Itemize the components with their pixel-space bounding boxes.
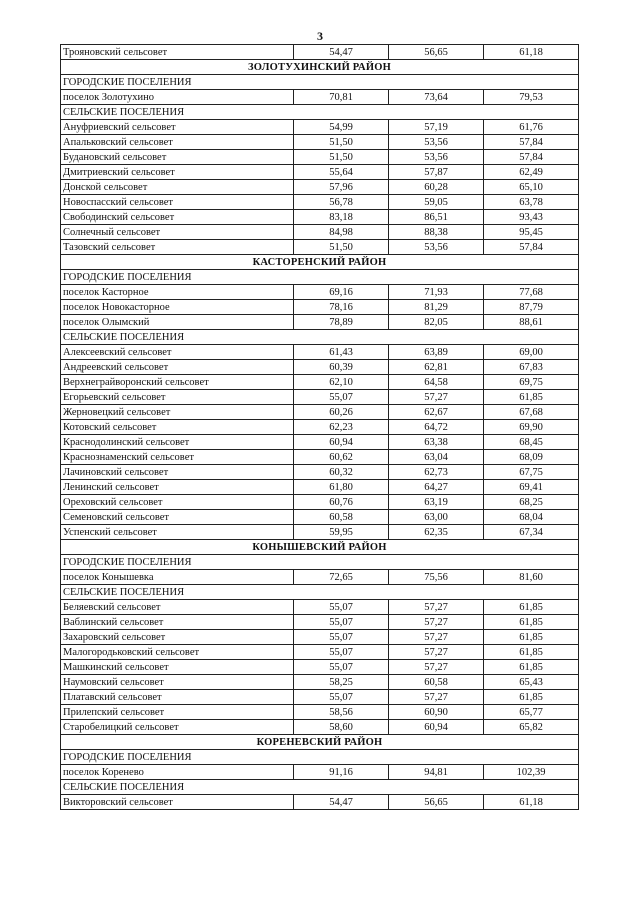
value-cell-3: 61,85 bbox=[484, 690, 579, 705]
settlement-name: Трояновский сельсовет bbox=[61, 45, 294, 60]
section-title: СЕЛЬСКИЕ ПОСЕЛЕНИЯ bbox=[61, 585, 579, 600]
value-cell-3: 61,85 bbox=[484, 645, 579, 660]
table-row bbox=[61, 675, 579, 690]
settlement-name: Беляевский сельсовет bbox=[61, 600, 294, 615]
value-cell-1: 78,16 bbox=[294, 300, 389, 315]
settlement-name: Лачиновский сельсовет bbox=[61, 465, 294, 480]
value-cell-1: 58,25 bbox=[294, 675, 389, 690]
value-cell-1: 60,94 bbox=[294, 435, 389, 450]
value-cell-2: 64,58 bbox=[389, 375, 484, 390]
value-cell-2: 64,27 bbox=[389, 480, 484, 495]
value-cell-3: 81,60 bbox=[484, 570, 579, 585]
value-cell-2: 57,27 bbox=[389, 615, 484, 630]
value-cell-2: 62,73 bbox=[389, 465, 484, 480]
value-cell-3: 57,84 bbox=[484, 150, 579, 165]
table-row bbox=[61, 795, 579, 810]
section-title: СЕЛЬСКИЕ ПОСЕЛЕНИЯ bbox=[61, 780, 579, 795]
value-cell-1: 55,07 bbox=[294, 645, 389, 660]
value-cell-2: 57,19 bbox=[389, 120, 484, 135]
table-row bbox=[61, 495, 579, 510]
section-header-row bbox=[61, 330, 579, 345]
value-cell-3: 61,85 bbox=[484, 600, 579, 615]
table-row bbox=[61, 630, 579, 645]
settlement-name: Верхнеграйворонский сельсовет bbox=[61, 375, 294, 390]
value-cell-1: 51,50 bbox=[294, 135, 389, 150]
settlement-name: поселок Касторное bbox=[61, 285, 294, 300]
value-cell-1: 60,58 bbox=[294, 510, 389, 525]
table-row bbox=[61, 165, 579, 180]
value-cell-1: 78,89 bbox=[294, 315, 389, 330]
district-header-row bbox=[61, 735, 579, 750]
table-row bbox=[61, 615, 579, 630]
value-cell-1: 61,43 bbox=[294, 345, 389, 360]
settlement-name: Прилепский сельсовет bbox=[61, 705, 294, 720]
value-cell-3: 57,84 bbox=[484, 135, 579, 150]
value-cell-1: 84,98 bbox=[294, 225, 389, 240]
value-cell-1: 54,47 bbox=[294, 45, 389, 60]
value-cell-1: 55,64 bbox=[294, 165, 389, 180]
district-header-row bbox=[61, 60, 579, 75]
value-cell-1: 58,56 bbox=[294, 705, 389, 720]
value-cell-3: 63,78 bbox=[484, 195, 579, 210]
value-cell-3: 67,75 bbox=[484, 465, 579, 480]
tariff-table bbox=[60, 44, 579, 810]
settlement-name: Ваблинский сельсовет bbox=[61, 615, 294, 630]
tariff-table-body bbox=[61, 45, 579, 810]
value-cell-2: 62,67 bbox=[389, 405, 484, 420]
value-cell-2: 64,72 bbox=[389, 420, 484, 435]
value-cell-3: 62,49 bbox=[484, 165, 579, 180]
value-cell-1: 62,10 bbox=[294, 375, 389, 390]
value-cell-2: 57,27 bbox=[389, 645, 484, 660]
table-row bbox=[61, 210, 579, 225]
value-cell-2: 62,35 bbox=[389, 525, 484, 540]
settlement-name: Наумовский сельсовет bbox=[61, 675, 294, 690]
table-row bbox=[61, 600, 579, 615]
table-row bbox=[61, 375, 579, 390]
value-cell-3: 65,82 bbox=[484, 720, 579, 735]
value-cell-1: 62,23 bbox=[294, 420, 389, 435]
value-cell-2: 59,05 bbox=[389, 195, 484, 210]
section-title: ГОРОДСКИЕ ПОСЕЛЕНИЯ bbox=[61, 750, 579, 765]
district-title: КОНЫШЕВСКИЙ РАЙОН bbox=[61, 540, 579, 555]
settlement-name: Жерновецкий сельсовет bbox=[61, 405, 294, 420]
settlement-name: Краснодолинский сельсовет bbox=[61, 435, 294, 450]
settlement-name: Новоспасский сельсовет bbox=[61, 195, 294, 210]
value-cell-3: 61,18 bbox=[484, 45, 579, 60]
settlement-name: Семеновский сельсовет bbox=[61, 510, 294, 525]
settlement-name: Котовский сельсовет bbox=[61, 420, 294, 435]
value-cell-2: 63,04 bbox=[389, 450, 484, 465]
settlement-name: Алексеевский сельсовет bbox=[61, 345, 294, 360]
value-cell-3: 65,43 bbox=[484, 675, 579, 690]
table-row bbox=[61, 390, 579, 405]
value-cell-2: 81,29 bbox=[389, 300, 484, 315]
value-cell-1: 55,07 bbox=[294, 615, 389, 630]
value-cell-3: 69,90 bbox=[484, 420, 579, 435]
value-cell-1: 60,62 bbox=[294, 450, 389, 465]
value-cell-2: 60,58 bbox=[389, 675, 484, 690]
table-row bbox=[61, 195, 579, 210]
value-cell-1: 54,99 bbox=[294, 120, 389, 135]
value-cell-2: 73,64 bbox=[389, 90, 484, 105]
settlement-name: Солнечный сельсовет bbox=[61, 225, 294, 240]
district-title: КАСТОРЕНСКИЙ РАЙОН bbox=[61, 255, 579, 270]
table-row bbox=[61, 525, 579, 540]
value-cell-3: 88,61 bbox=[484, 315, 579, 330]
value-cell-3: 67,68 bbox=[484, 405, 579, 420]
table-row bbox=[61, 345, 579, 360]
table-row bbox=[61, 150, 579, 165]
value-cell-1: 56,78 bbox=[294, 195, 389, 210]
value-cell-1: 70,81 bbox=[294, 90, 389, 105]
settlement-name: Малогородьковский сельсовет bbox=[61, 645, 294, 660]
section-title: СЕЛЬСКИЕ ПОСЕЛЕНИЯ bbox=[61, 330, 579, 345]
value-cell-3: 67,83 bbox=[484, 360, 579, 375]
value-cell-3: 68,04 bbox=[484, 510, 579, 525]
value-cell-3: 61,76 bbox=[484, 120, 579, 135]
settlement-name: поселок Новокасторное bbox=[61, 300, 294, 315]
value-cell-2: 56,65 bbox=[389, 795, 484, 810]
value-cell-3: 102,39 bbox=[484, 765, 579, 780]
section-title: ГОРОДСКИЕ ПОСЕЛЕНИЯ bbox=[61, 270, 579, 285]
table-row bbox=[61, 225, 579, 240]
value-cell-3: 61,18 bbox=[484, 795, 579, 810]
settlement-name: поселок Олымский bbox=[61, 315, 294, 330]
value-cell-3: 79,53 bbox=[484, 90, 579, 105]
table-row bbox=[61, 765, 579, 780]
value-cell-3: 61,85 bbox=[484, 630, 579, 645]
value-cell-2: 60,90 bbox=[389, 705, 484, 720]
value-cell-2: 62,81 bbox=[389, 360, 484, 375]
value-cell-3: 68,09 bbox=[484, 450, 579, 465]
value-cell-1: 59,95 bbox=[294, 525, 389, 540]
value-cell-2: 53,56 bbox=[389, 150, 484, 165]
value-cell-3: 61,85 bbox=[484, 390, 579, 405]
value-cell-3: 77,68 bbox=[484, 285, 579, 300]
settlement-name: Андреевский сельсовет bbox=[61, 360, 294, 375]
value-cell-3: 69,41 bbox=[484, 480, 579, 495]
value-cell-2: 57,27 bbox=[389, 600, 484, 615]
section-header-row bbox=[61, 105, 579, 120]
table-row bbox=[61, 450, 579, 465]
value-cell-2: 82,05 bbox=[389, 315, 484, 330]
settlement-name: Тазовский сельсовет bbox=[61, 240, 294, 255]
table-row bbox=[61, 570, 579, 585]
value-cell-1: 61,80 bbox=[294, 480, 389, 495]
value-cell-3: 95,45 bbox=[484, 225, 579, 240]
value-cell-2: 86,51 bbox=[389, 210, 484, 225]
table-row bbox=[61, 420, 579, 435]
table-row bbox=[61, 45, 579, 60]
value-cell-3: 69,75 bbox=[484, 375, 579, 390]
value-cell-1: 83,18 bbox=[294, 210, 389, 225]
table-row bbox=[61, 135, 579, 150]
value-cell-2: 60,28 bbox=[389, 180, 484, 195]
table-row bbox=[61, 660, 579, 675]
table-row bbox=[61, 690, 579, 705]
value-cell-1: 55,07 bbox=[294, 390, 389, 405]
table-row bbox=[61, 315, 579, 330]
value-cell-1: 60,26 bbox=[294, 405, 389, 420]
settlement-name: Старобелицкий сельсовет bbox=[61, 720, 294, 735]
settlement-name: Будановский сельсовет bbox=[61, 150, 294, 165]
value-cell-2: 60,94 bbox=[389, 720, 484, 735]
value-cell-2: 88,38 bbox=[389, 225, 484, 240]
value-cell-2: 63,89 bbox=[389, 345, 484, 360]
value-cell-2: 63,19 bbox=[389, 495, 484, 510]
value-cell-3: 67,34 bbox=[484, 525, 579, 540]
settlement-name: Ленинский сельсовет bbox=[61, 480, 294, 495]
value-cell-3: 57,84 bbox=[484, 240, 579, 255]
section-header-row bbox=[61, 750, 579, 765]
settlement-name: Краснознаменский сельсовет bbox=[61, 450, 294, 465]
settlement-name: поселок Золотухино bbox=[61, 90, 294, 105]
value-cell-2: 75,56 bbox=[389, 570, 484, 585]
settlement-name: Свободинский сельсовет bbox=[61, 210, 294, 225]
value-cell-1: 51,50 bbox=[294, 150, 389, 165]
table-row bbox=[61, 645, 579, 660]
settlement-name: Донской сельсовет bbox=[61, 180, 294, 195]
table-row bbox=[61, 120, 579, 135]
value-cell-3: 68,25 bbox=[484, 495, 579, 510]
value-cell-1: 55,07 bbox=[294, 660, 389, 675]
section-title: ГОРОДСКИЕ ПОСЕЛЕНИЯ bbox=[61, 75, 579, 90]
value-cell-3: 65,77 bbox=[484, 705, 579, 720]
table-row bbox=[61, 240, 579, 255]
settlement-name: Ореховский сельсовет bbox=[61, 495, 294, 510]
section-header-row bbox=[61, 555, 579, 570]
table-row bbox=[61, 285, 579, 300]
table-row bbox=[61, 90, 579, 105]
value-cell-1: 54,47 bbox=[294, 795, 389, 810]
settlement-name: Платавский сельсовет bbox=[61, 690, 294, 705]
table-row bbox=[61, 435, 579, 450]
value-cell-2: 94,81 bbox=[389, 765, 484, 780]
value-cell-1: 55,07 bbox=[294, 600, 389, 615]
value-cell-2: 57,27 bbox=[389, 660, 484, 675]
section-header-row bbox=[61, 75, 579, 90]
value-cell-2: 57,27 bbox=[389, 690, 484, 705]
settlement-name: Дмитриевский сельсовет bbox=[61, 165, 294, 180]
value-cell-2: 57,27 bbox=[389, 390, 484, 405]
section-header-row bbox=[61, 780, 579, 795]
value-cell-2: 71,93 bbox=[389, 285, 484, 300]
settlement-name: поселок Конышевка bbox=[61, 570, 294, 585]
value-cell-3: 68,45 bbox=[484, 435, 579, 450]
section-title: ГОРОДСКИЕ ПОСЕЛЕНИЯ bbox=[61, 555, 579, 570]
table-row bbox=[61, 510, 579, 525]
value-cell-2: 57,27 bbox=[389, 630, 484, 645]
settlement-name: Апальковский сельсовет bbox=[61, 135, 294, 150]
value-cell-1: 69,16 bbox=[294, 285, 389, 300]
value-cell-3: 65,10 bbox=[484, 180, 579, 195]
district-title: КОРЕНЕВСКИЙ РАЙОН bbox=[61, 735, 579, 750]
value-cell-2: 56,65 bbox=[389, 45, 484, 60]
value-cell-1: 57,96 bbox=[294, 180, 389, 195]
section-header-row bbox=[61, 270, 579, 285]
section-header-row bbox=[61, 585, 579, 600]
table-row bbox=[61, 405, 579, 420]
settlement-name: Захаровский сельсовет bbox=[61, 630, 294, 645]
value-cell-2: 63,38 bbox=[389, 435, 484, 450]
table-row bbox=[61, 300, 579, 315]
value-cell-3: 61,85 bbox=[484, 615, 579, 630]
settlement-name: Егорьевский сельсовет bbox=[61, 390, 294, 405]
table-row bbox=[61, 360, 579, 375]
section-title: СЕЛЬСКИЕ ПОСЕЛЕНИЯ bbox=[61, 105, 579, 120]
value-cell-1: 51,50 bbox=[294, 240, 389, 255]
value-cell-1: 60,32 bbox=[294, 465, 389, 480]
value-cell-1: 91,16 bbox=[294, 765, 389, 780]
value-cell-1: 55,07 bbox=[294, 630, 389, 645]
table-row bbox=[61, 480, 579, 495]
table-row bbox=[61, 465, 579, 480]
settlement-name: поселок Коренево bbox=[61, 765, 294, 780]
value-cell-2: 57,87 bbox=[389, 165, 484, 180]
district-header-row bbox=[61, 540, 579, 555]
page-number: 3 bbox=[317, 29, 323, 43]
value-cell-1: 58,60 bbox=[294, 720, 389, 735]
value-cell-2: 53,56 bbox=[389, 135, 484, 150]
value-cell-2: 63,00 bbox=[389, 510, 484, 525]
value-cell-1: 72,65 bbox=[294, 570, 389, 585]
value-cell-3: 61,85 bbox=[484, 660, 579, 675]
value-cell-1: 60,39 bbox=[294, 360, 389, 375]
value-cell-3: 93,43 bbox=[484, 210, 579, 225]
district-header-row bbox=[61, 255, 579, 270]
district-title: ЗОЛОТУХИНСКИЙ РАЙОН bbox=[61, 60, 579, 75]
settlement-name: Ануфриевский сельсовет bbox=[61, 120, 294, 135]
value-cell-2: 53,56 bbox=[389, 240, 484, 255]
value-cell-3: 87,79 bbox=[484, 300, 579, 315]
settlement-name: Викторовский сельсовет bbox=[61, 795, 294, 810]
table-row bbox=[61, 720, 579, 735]
table-row bbox=[61, 705, 579, 720]
settlement-name: Успенский сельсовет bbox=[61, 525, 294, 540]
value-cell-1: 60,76 bbox=[294, 495, 389, 510]
settlement-name: Машкинский сельсовет bbox=[61, 660, 294, 675]
value-cell-1: 55,07 bbox=[294, 690, 389, 705]
table-row bbox=[61, 180, 579, 195]
value-cell-3: 69,00 bbox=[484, 345, 579, 360]
